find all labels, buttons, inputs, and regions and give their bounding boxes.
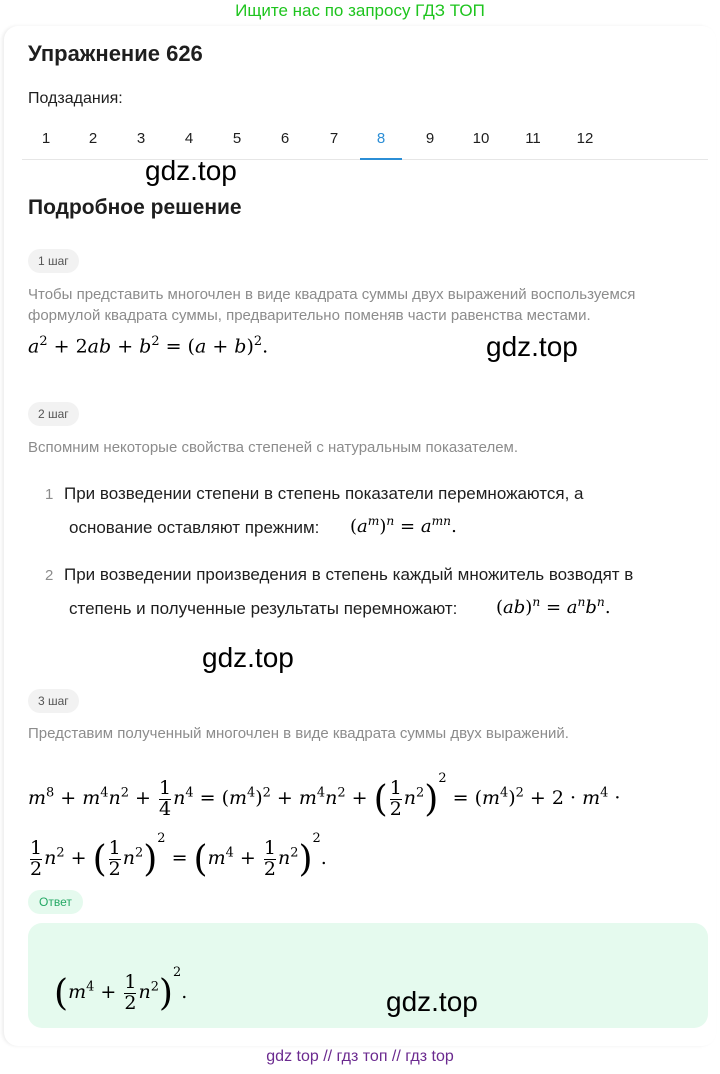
section-title: Подробное решение (28, 196, 242, 219)
tab-7[interactable]: 7 (329, 130, 339, 147)
step-1-formula: $a^2 + 2ab + b^2 = (a + b)^2$. (28, 334, 269, 358)
list-item-number: 2 (45, 567, 54, 584)
tab-6[interactable]: 6 (280, 130, 290, 147)
tab-11[interactable]: 11 (525, 130, 541, 147)
answer-formula: ($m^4$ + $\frac{1}{2}$ $n^2)^2$. (54, 965, 188, 1014)
step-3-formula-line2: $\frac{1}{2}$ $n^2$ + ( $\frac{1}{2}$ $n^2)^2 = (m^4$ + $\frac{1}{2}$ $n^2)^2$. (30, 831, 327, 880)
list-item-1-formula: $(a^m)^n = a^{mn}$. (350, 514, 457, 537)
watermark: gdz.top (486, 331, 578, 362)
step-3-badge: 3 шаг (28, 689, 79, 713)
subtask-tabs (22, 122, 708, 160)
tab-12[interactable]: 12 (576, 130, 594, 147)
top-banner[interactable]: Ищите нас по запросу ГДЗ ТОП (235, 1, 485, 20)
step-1-badge: 1 шаг (28, 249, 79, 273)
step-2-badge: 2 шаг (28, 402, 79, 426)
footer-links[interactable]: gdz top // гдз топ // гдз top (266, 1048, 454, 1065)
list-item-2-line1: При возведении произведения в степень каждый множитель возводят в (64, 565, 634, 584)
tab-8-active[interactable]: 8 (360, 122, 402, 160)
tab-4[interactable]: 4 (184, 130, 194, 147)
tab-10[interactable]: 10 (472, 130, 490, 147)
list-item-1-line1: При возведении степени в степень показатели перемножаются, а (64, 484, 584, 503)
tab-5[interactable]: 5 (232, 130, 242, 147)
tab-3[interactable]: 3 (136, 130, 146, 147)
page-title: Упражнение 626 (28, 41, 203, 66)
list-item-1-line2: основание оставляют прежним: (69, 518, 320, 537)
tab-9[interactable]: 9 (425, 130, 435, 147)
step-1-text: Чтобы представить многочлен в виде квадрата суммы двух выражений воспользуемся формулой квадрата суммы, предварительно поменяв части равенства местами. (28, 286, 636, 324)
step-3-text: Представим полученный многочлен в виде квадрата суммы двух выражений. (28, 725, 569, 742)
tab-1[interactable]: 1 (41, 130, 51, 147)
watermark: gdz.top (386, 986, 478, 1017)
step-2-text: Вспомним некоторые свойства степеней с натуральным показателем. (28, 439, 519, 456)
list-item-number: 1 (45, 486, 54, 503)
answer-badge: Ответ (28, 890, 83, 914)
watermark: gdz.top (202, 642, 294, 673)
list-item-2-formula: $(ab)^n = a^nb^n$. (496, 595, 611, 618)
watermark: gdz.top (145, 155, 237, 186)
list-item-2-line2: степень и полученные результаты перемножают: (69, 599, 458, 618)
step-3-formula-line1: $m^8 + m^4n^2$ + $\frac{1}{4}$ $n^4 = (m^4)^2 + m^4n^2$ + ( $\frac{1}{2}$ $n^2)^2 = (m^4)^2 + 2 \cdot m^4$ · (28, 771, 621, 820)
tab-2[interactable]: 2 (88, 130, 98, 147)
subtasks-label: Подзадания: (28, 90, 123, 107)
